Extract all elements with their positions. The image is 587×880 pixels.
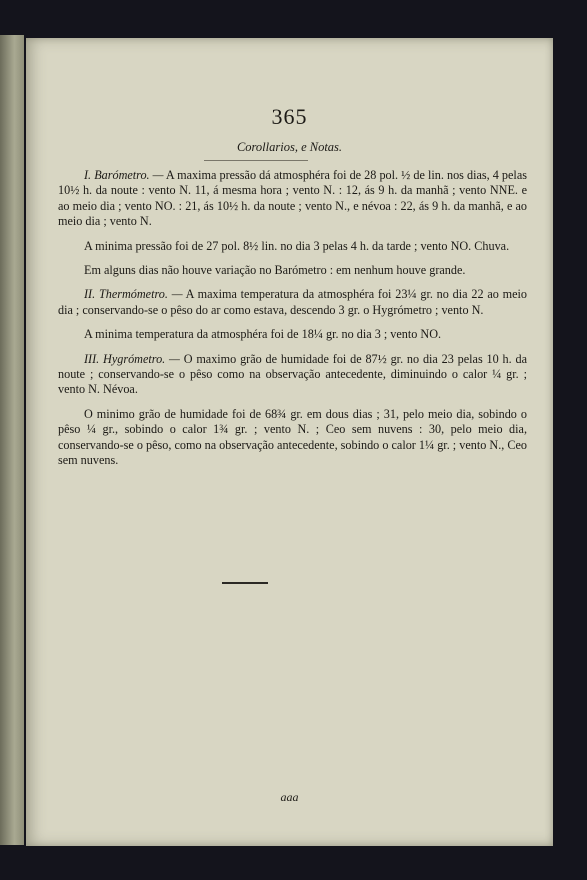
title-rule — [204, 160, 308, 161]
paragraph-hygrometro-min — [58, 407, 527, 469]
paragraph-label: II. Thermómetro. — — [84, 287, 183, 302]
book-page — [26, 38, 553, 846]
signature-mark: aaa — [280, 790, 299, 804]
end-rule — [222, 582, 268, 584]
page-number: 365 — [271, 104, 308, 129]
paragraph-text: A minima pressão foi de 27 pol. 8½ lin. no dia 3 pelas 4 h. da tarde ; vento NO. Chuva. — [84, 238, 510, 253]
paragraph-label: III. Hygrómetro. — — [84, 351, 180, 366]
paragraph-thermometro-max — [58, 287, 527, 318]
page-body — [58, 168, 527, 478]
paragraph-label: I. Barómetro. — — [84, 168, 164, 182]
paragraph-text: A maxima pressão dá atmosphéra foi de 28 pol. ½ de lin. nos dias, 4 pelas 10½ h. da noute : vento N. 11, á mesma hora ; vento N. : 12, ás 9 h. da manhã ; vento NNE. e ao meio dia ; vento NO. : 21, ás 10½ h. da noute ; vento N., e névoa : 22, ás 9 h. da manhã, e ao meio dia ; vento N. — [58, 168, 527, 229]
facing-page-edge — [0, 35, 24, 845]
paragraph-hygrometro-max — [58, 352, 527, 398]
paragraph-barometro-min — [58, 239, 527, 254]
paragraph-text: Em alguns dias não houve variação no Barómetro : em nenhum houve grande. — [84, 263, 466, 278]
section-title: Corollarios, e Notas. — [236, 140, 343, 154]
paragraph-barometro-max — [58, 168, 527, 230]
paragraph-text: A minima temperatura da atmosphéra foi de 18¼ gr. no dia 3 ; vento NO. — [84, 327, 442, 342]
paragraph-barometro-variacao — [58, 263, 527, 278]
paragraph-thermometro-min — [58, 327, 527, 342]
paragraph-text: A maxima temperatura da atmosphéra foi 23¼ gr. no dia 22 ao meio dia ; conservando-se o pêso do ar como estava, descendo 3 gr. o Hygrómetro ; vento N. — [58, 287, 527, 317]
paragraph-text: O minimo grão de humidade foi de 68¾ gr. em dous dias ; 31, pelo meio dia, sobindo o pêso ¼ gr., sobindo o calor 1¾ gr. ; vento N. ; Ceo sem nuvens : 30, pelo meio dia, conservando-se o pêso, como na observação antecedente, sobindo o calor 1¼ gr. ; vento N., Ceo sem nuvens. — [58, 406, 527, 468]
paragraph-text: O maximo grão de humidade foi de 87½ gr. no dia 23 pelas 10 h. da noute ; conservando-se o pêso como na observação antecedente, diminuindo o calor ¼ gr. ; vento N. Névoa. — [58, 351, 527, 397]
